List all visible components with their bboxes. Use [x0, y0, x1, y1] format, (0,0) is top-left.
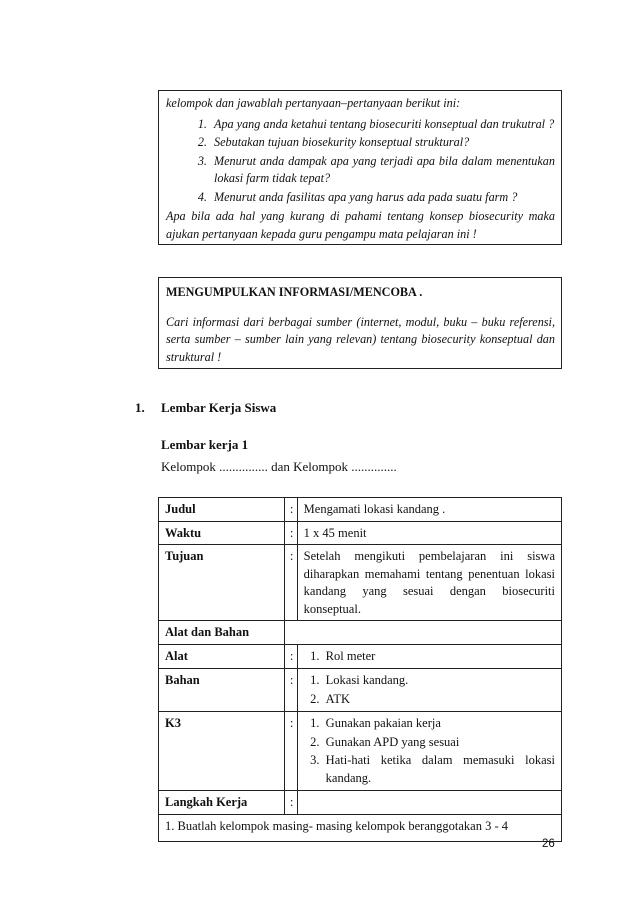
- table-row: [159, 498, 562, 522]
- row-value: Mengamati lokasi kandang .: [297, 498, 561, 522]
- row-label: Alat: [159, 644, 285, 669]
- table-row: [159, 712, 562, 791]
- section-title: Lembar Kerja Siswa: [161, 400, 277, 415]
- row-value: [297, 644, 561, 669]
- question-item: 1. Apa yang anda ketahui tentang biosecuriti konseptual dan trukutral ?: [210, 116, 555, 134]
- worksheet-title: Lembar kerja 1: [161, 437, 249, 452]
- table-row: [159, 621, 562, 645]
- section-heading: [135, 400, 276, 416]
- collect-information-title: MENGUMPULKAN INFORMASI/MENCOBA .: [166, 285, 423, 299]
- row-label: Langkah Kerja: [159, 791, 285, 815]
- section-number: 1.: [135, 400, 145, 415]
- row-value: 1 x 45 menit: [297, 521, 561, 545]
- questions-list: [166, 116, 555, 207]
- row-label: K3: [159, 712, 285, 791]
- row-colon: :: [284, 644, 297, 669]
- list-item: 2. ATK: [323, 691, 555, 709]
- table-row: [159, 669, 562, 712]
- row-label: Alat dan Bahan: [159, 621, 285, 645]
- table-row: [159, 644, 562, 669]
- row-label: Judul: [159, 498, 285, 522]
- list-item: 3. Hati-hati ketika dalam memasuki lokasi kandang.: [323, 752, 555, 787]
- list-item: 2. Gunakan APD yang sesuai: [323, 734, 555, 752]
- row-colon: :: [284, 669, 297, 712]
- question-item: 2. Sebutakan tujuan biosekurity konseptual struktural?: [210, 134, 555, 152]
- row-colon: :: [284, 791, 297, 815]
- list-item: 1. Lokasi kandang.: [323, 672, 555, 690]
- list-item: 1. Rol meter: [323, 648, 555, 666]
- row-value: [297, 669, 561, 712]
- table-row: [159, 521, 562, 545]
- collect-information-box: [158, 277, 562, 369]
- row-colon: :: [284, 521, 297, 545]
- discussion-questions-box: [158, 90, 562, 245]
- collect-information-body: Cari informasi dari berbagai sumber (internet, modul, buku – buku referensi, serta sumber – sumber lain yang relevan) tentang biosecurity konseptual dan struktural !: [166, 314, 555, 364]
- row-label: Waktu: [159, 521, 285, 545]
- page-number: 26: [542, 838, 555, 850]
- row-empty: [284, 621, 561, 645]
- row-label: Tujuan: [159, 545, 285, 621]
- question-item: 3. Menurut anda dampak apa yang terjadi apa bila dalam menentukan lokasi farm tidak tepat?: [210, 153, 555, 188]
- questions-intro: kelompok dan jawablah pertanyaan–pertanyaan berikut ini:: [166, 96, 461, 110]
- step-text: 1. Buatlah kelompok masing- masing kelompok beranggotakan 3 - 4: [159, 814, 562, 842]
- group-line: Kelompok ............... dan Kelompok ..............: [161, 459, 397, 474]
- list-item: 1. Gunakan pakaian kerja: [323, 715, 555, 733]
- row-label: Bahan: [159, 669, 285, 712]
- table-row: [159, 791, 562, 815]
- row-value: [297, 791, 561, 815]
- table-row: [159, 545, 562, 621]
- row-colon: :: [284, 498, 297, 522]
- questions-closing: Apa bila ada hal yang kurang di pahami tentang konsep biosecurity maka ajukan pertanyaan kepada guru pengampu mata pelajaran ini !: [166, 209, 555, 241]
- row-colon: :: [284, 712, 297, 791]
- worksheet-table: [158, 497, 562, 842]
- row-colon: :: [284, 545, 297, 621]
- row-value: Setelah mengikuti pembelajaran ini siswa diharapkan memahami tentang penentuan lokasi kandang yang sesuai dengan biosecuriti konseptual.: [297, 545, 561, 621]
- table-row: [159, 814, 562, 842]
- question-item: 4. Menurut anda fasilitas apa yang harus ada pada suatu farm ?: [210, 189, 555, 207]
- row-value: [297, 712, 561, 791]
